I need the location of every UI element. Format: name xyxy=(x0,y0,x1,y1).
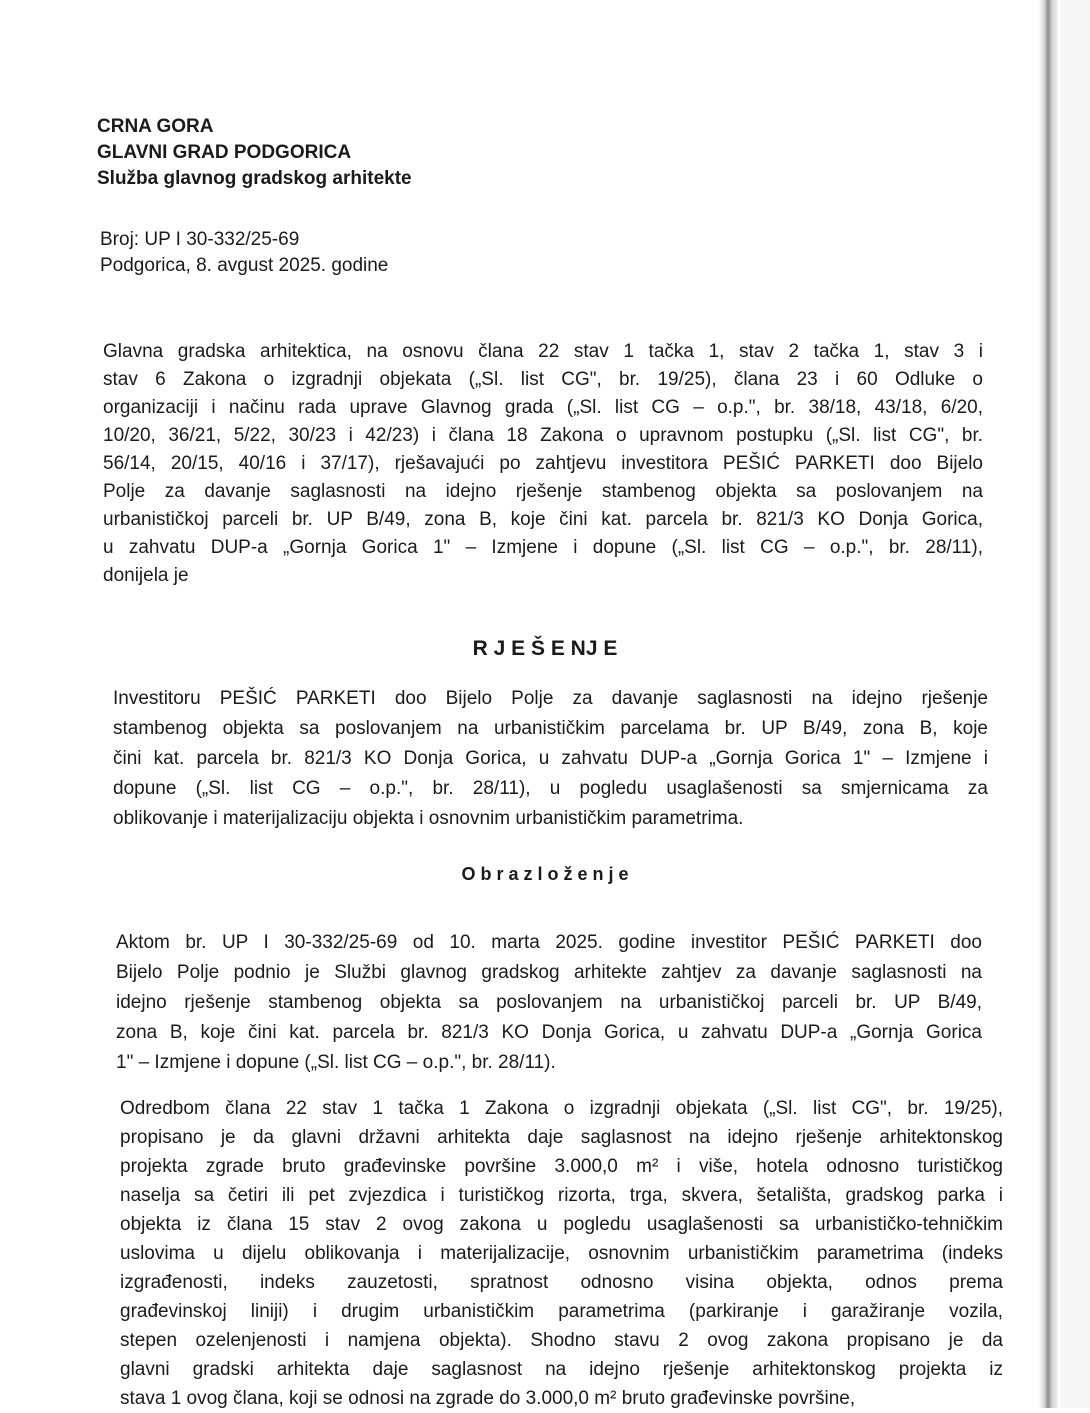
document-number: Broj: UP I 30-332/25-69 xyxy=(100,229,300,250)
text-line: čini kat. parcela br. 821/3 KO Donja Gorica, u zahvatu DUP-a „Gornja Gorica 1" – Izmjene i xyxy=(113,748,988,769)
reasoning-title: O b r a z l o ž e n j e xyxy=(461,864,629,884)
text-line: izgrađenosti, indeks zauzetosti, spratnost odnosno visina objekta, odnos prema xyxy=(120,1272,1003,1293)
text-line: stav 6 Zakona o izgradnji objekata („Sl. list CG", br. 19/25), člana 23 i 60 Odluke o xyxy=(103,369,983,390)
header-country: CRNA GORA xyxy=(97,116,214,137)
text-line: donijela je xyxy=(103,565,189,586)
text-line: urbanističkoj parceli br. UP B/49, zona B, koje čini kat. parcela br. 821/3 KO Donja Gorica, xyxy=(103,509,983,530)
scan-edge-shadow xyxy=(1038,0,1058,1408)
text-line: Polje za davanje saglasnosti na idejno rješenje stambenog objekta sa poslovanjem na xyxy=(103,481,983,502)
text-line: Aktom br. UP I 30-332/25-69 od 10. marta 2025. godine investitor PEŠIĆ PARKETI doo xyxy=(116,932,982,953)
decision-title: R J E Š E NJ E xyxy=(472,637,618,660)
text-line: građevinskoj liniji) i drugim urbanističkim parametrima (parkiranje i garažiranje vozila, xyxy=(120,1301,1003,1322)
preamble-paragraph xyxy=(103,338,983,590)
text-line: objekta iz člana 15 stav 2 ovog zakona u pogledu usaglašenosti sa urbanističko-tehničkim xyxy=(120,1214,1003,1235)
text-line: propisano je da glavni državni arhitekta daje saglasnost na idejno rješenje arhitektonskog xyxy=(120,1127,1003,1148)
text-line: zona B, koje čini kat. parcela br. 821/3 KO Donja Gorica, u zahvatu DUP-a „Gornja Gorica xyxy=(116,1022,982,1043)
reasoning-paragraph-2 xyxy=(120,1094,1003,1413)
text-line: naselja sa četiri ili pet zvjezdica i turističkog rizorta, trga, skvera, šetališta, gradskog parka i xyxy=(120,1185,1003,1206)
text-line: Investitoru PEŠIĆ PARKETI doo Bijelo Polje za davanje saglasnosti na idejno rješenje xyxy=(113,688,988,709)
text-line: dopune („Sl. list CG – o.p.", br. 28/11), u pogledu usaglašenosti sa smjernicama za xyxy=(113,778,988,799)
text-line: uslovima u dijelu oblikovanja i materijalizacije, osnovnim urbanističkim parametrima (indeks xyxy=(120,1243,1003,1264)
place-date: Podgorica, 8. avgust 2025. godine xyxy=(100,255,389,276)
text-line: 1" – Izmjene i dopune („Sl. list CG – o.p.", br. 28/11). xyxy=(116,1052,556,1073)
text-line: idejno rješenje stambenog objekta sa poslovanjem na urbanističkoj parceli br. UP B/49, xyxy=(116,992,982,1013)
header-office: Služba glavnog gradskog arhitekte xyxy=(97,168,412,189)
text-line: oblikovanje i materijalizaciju objekta i osnovnim urbanističkim parametrima. xyxy=(113,808,744,829)
text-line: organizaciji i načinu rada uprave Glavnog grada („Sl. list CG – o.p.", br. 38/18, 43/18, 6/20, xyxy=(103,397,983,418)
text-line: u zahvatu DUP-a „Gornja Gorica 1" – Izmjene i dopune („Sl. list CG – o.p.", br. 28/11), xyxy=(103,537,983,558)
text-line: stava 1 ovog člana, koji se odnosi na zgrade do 3.000,0 m² bruto građevinske površine, xyxy=(120,1388,856,1409)
text-line: 10/20, 36/21, 5/22, 30/23 i 42/23) i člana 18 Zakona o upravnom postupku („Sl. list CG", br. xyxy=(103,425,983,446)
text-line: stambenog objekta sa poslovanjem na urbanističkim parcelama br. UP B/49, zona B, koje xyxy=(113,718,988,739)
text-line: glavni gradski arhitekta daje saglasnost na idejno rješenje arhitektonskog projekta iz xyxy=(120,1359,1003,1380)
text-line: Glavna gradska arhitektica, na osnovu člana 22 stav 1 tačka 1, stav 2 tačka 1, stav 3 i xyxy=(103,341,983,362)
text-line: stepen ozelenjenosti i namjena objekta). Shodno stavu 2 ovog zakona propisano je da xyxy=(120,1330,1003,1351)
text-line: Bijelo Polje podnio je Službi glavnog gradskog arhitekte zahtjev za davanje saglasnosti na xyxy=(116,962,982,983)
scan-margin xyxy=(1060,0,1090,1408)
reasoning-paragraph-1 xyxy=(116,928,982,1078)
text-line: Odredbom člana 22 stav 1 tačka 1 Zakona o izgradnji objekata („Sl. list CG", br. 19/25), xyxy=(120,1098,1003,1119)
text-line: projekta zgrade bruto građevinske površine 3.000,0 m² i više, hotela odnosno turističkog xyxy=(120,1156,1003,1177)
decision-paragraph xyxy=(113,684,988,834)
text-line: 56/14, 20/15, 40/16 i 37/17), rješavajući po zahtjevu investitora PEŠIĆ PARKETI doo Bijelo xyxy=(103,453,983,474)
header-city: GLAVNI GRAD PODGORICA xyxy=(97,142,352,163)
